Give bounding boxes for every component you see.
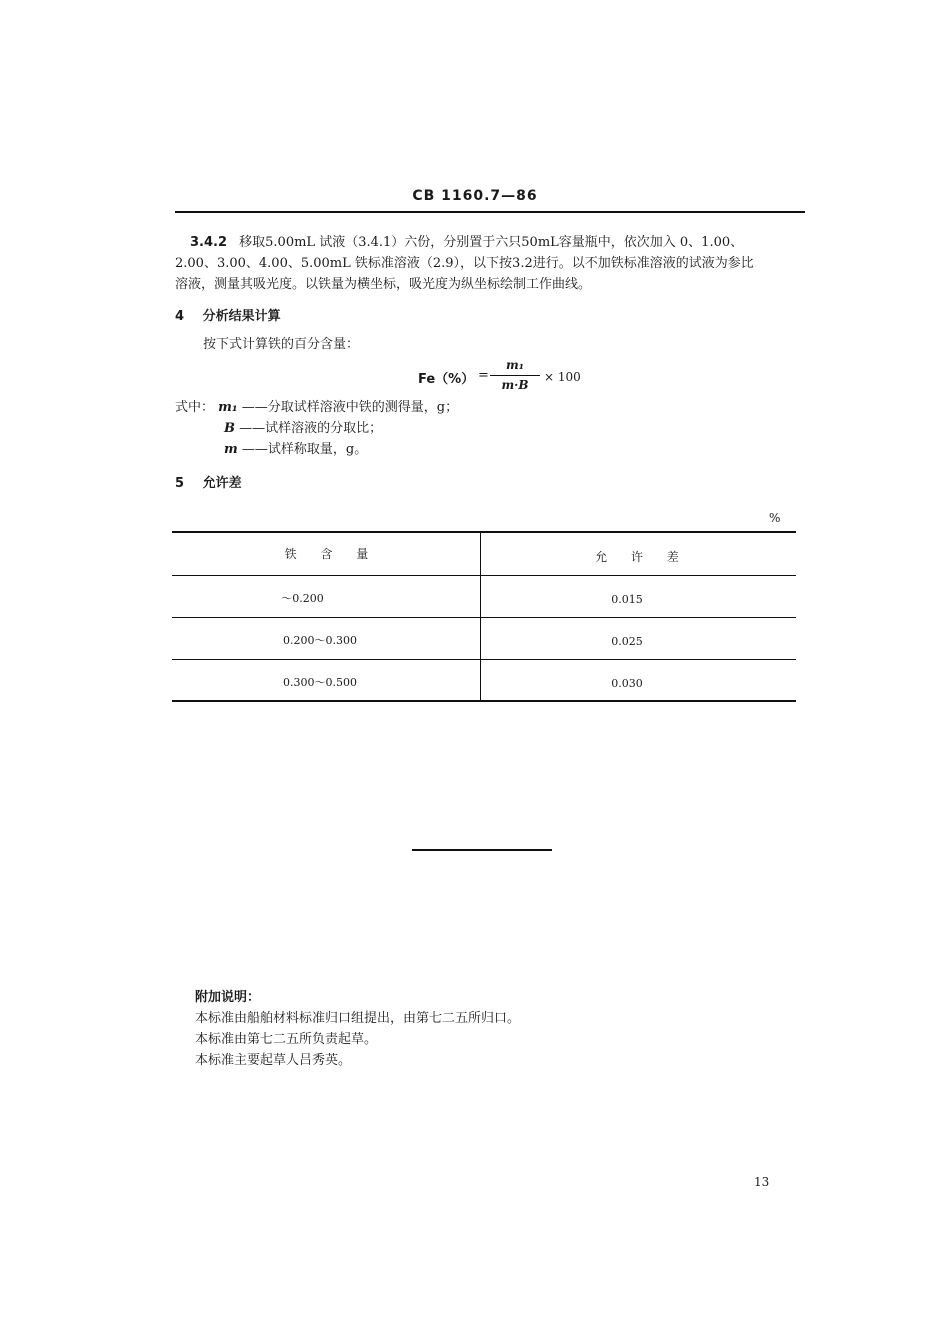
formula-numerator: m₁	[506, 358, 524, 372]
def-symbol-m1: m₁	[218, 400, 238, 415]
sec342-line2: 2.00、3.00、4.00、5.00mL 铁标准溶液（2.9），以下按3.2进行。以不加铁标准溶液的试液为参比	[175, 256, 754, 271]
sec342-line1	[190, 232, 743, 253]
sec5-number: 5	[175, 476, 185, 491]
where-line-2	[224, 418, 382, 439]
table-row-rule-2	[172, 659, 796, 660]
column-header-iron: 铁 含 量	[284, 547, 369, 561]
standard-code: CB 1160.7—86	[412, 188, 538, 204]
def-text-b: ——试样溶液的分取比；	[239, 421, 383, 436]
table-row-2-tolerance: 0.025	[611, 635, 643, 648]
formula-denominator: m·B	[501, 378, 529, 392]
formula-lhs: Fe（%）	[418, 372, 475, 387]
sec342-line3: 溶液，测量其吸光度。以铁量为横坐标，吸光度为纵坐标绘制工作曲线。	[175, 277, 592, 292]
def-text-m: ——试样称取量，g。	[241, 442, 368, 457]
notes-line-1: 本标准由船舶材料标准归口组提出，由第七二五所归口。	[195, 1011, 521, 1026]
table-row-1-tolerance: 0.015	[611, 593, 643, 606]
formula	[418, 358, 618, 398]
table-top-rule	[172, 531, 796, 533]
end-rule	[412, 849, 552, 851]
sec342-line1-text: 移取5.00mL 试液（3.4.1）六份，分别置于六只50mL容量瓶中，依次加入 0、1.00、	[239, 235, 744, 250]
formula-fraction	[490, 358, 540, 392]
notes-line-3: 本标准主要起草人吕秀英。	[195, 1053, 352, 1068]
table-row-3-tolerance: 0.030	[611, 677, 643, 690]
sec5-heading	[175, 472, 242, 491]
def-symbol-b: B	[224, 421, 235, 436]
where-line-3	[224, 439, 367, 460]
table-row-rule-1	[172, 617, 796, 618]
notes-title: 附加说明：	[195, 990, 261, 1005]
sec5-title: 允许差	[202, 476, 242, 491]
table-unit: %	[769, 511, 781, 525]
table-header-rule	[172, 575, 796, 576]
def-symbol-m: m	[224, 442, 238, 457]
notes-line-2: 本标准由第七二五所负责起草。	[195, 1032, 378, 1047]
fraction-bar	[490, 375, 540, 376]
sec4-title: 分析结果计算	[202, 309, 281, 324]
sec4-intro: 按下式计算铁的百分含量：	[203, 337, 360, 352]
where-label: 式中：	[175, 400, 215, 415]
formula-multiplier: × 100	[544, 370, 581, 384]
page-number: 13	[754, 1175, 770, 1189]
table-bottom-rule	[172, 700, 796, 702]
header-rule	[175, 211, 805, 213]
column-header-tolerance: 允 许 差	[595, 550, 679, 564]
table-row-1-content: ～0.200	[281, 592, 324, 605]
sec342-number: 3.4.2	[190, 235, 228, 250]
where-line-1	[175, 397, 458, 418]
sec4-heading	[175, 305, 281, 324]
formula-equals: =	[478, 368, 489, 383]
table-row-3-content: 0.300～0.500	[283, 676, 357, 689]
sec4-number: 4	[175, 309, 185, 324]
table-column-divider	[480, 533, 481, 700]
def-text-m1: ——分取试样溶液中铁的测得量，g；	[241, 400, 459, 415]
table-row-2-content: 0.200～0.300	[283, 634, 357, 647]
